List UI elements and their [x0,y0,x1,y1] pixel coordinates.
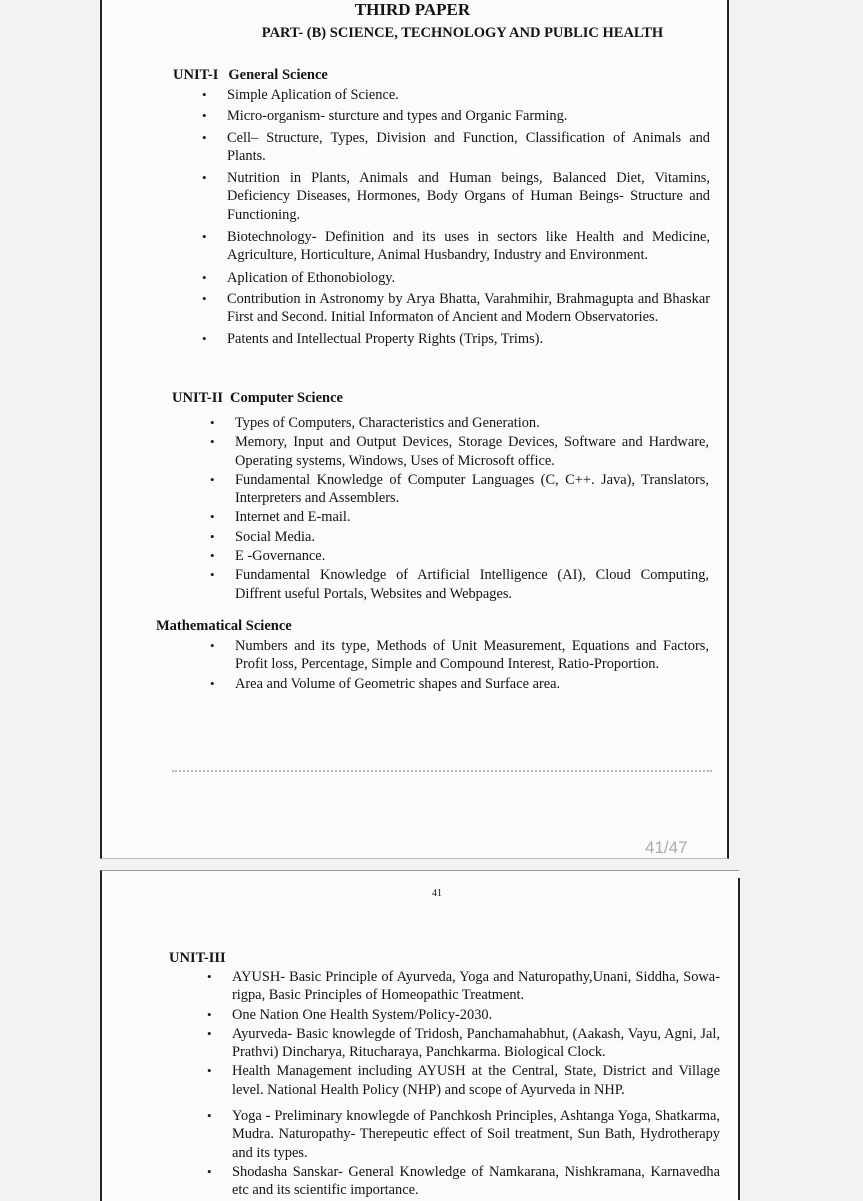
paper-subtitle: PART- (B) SCIENCE, TECHNOLOGY AND PUBLIC HEALTH [261,25,664,41]
list-item: • Social Media. [235,528,709,546]
list-item: • Simple Aplication of Science. [227,86,710,104]
unit-2-label: UNIT-II [172,390,224,406]
list-item: • Numbers and its type, Methods of Unit Measurement, Equations and Factors, Profit loss, Percentage, Simple and Compound Interest, Ratio-Proportion. [235,637,709,674]
unit-2-topic-list [235,414,709,603]
list-item: • One Nation One Health System/Policy-2030. [232,1006,720,1024]
paper-title: THIRD PAPER [354,0,471,19]
page-number: 41 [432,888,442,899]
list-item: • Cell– Structure, Types, Division and Function, Classification of Animals and Plants. [227,129,710,166]
list-item: • Ayurveda- Basic knowlegde of Tridosh, Panchamahabhut, (Aakash, Vayu, Agni, Jal, Prathvi) Dincharya, Ritucharaya, Panchkarma. Biological Clock. [232,1025,720,1062]
unit-2-heading [172,390,343,407]
list-item: • Aplication of Ethonobiology. [227,269,710,287]
list-item: • Contribution in Astronomy by Arya Bhatta, Varahmihir, Brahmagupta and Bhaskar First and Second. Initial Informaton of Ancient and Modern Observatories. [227,290,710,327]
list-item: • AYUSH- Basic Principle of Ayurveda, Yoga and Naturopathy,Unani, Siddha, Sowa-rigpa, Basic Principles of Homeopathic Treatment. [232,968,720,1005]
unit-1-label: UNIT-I [173,67,219,83]
list-item: • Internet and E-mail. [235,508,709,526]
list-item: • Shodasha Sanskar- General Knowledge of Namkarana, Nishkramana, Karnavedha etc and its scientific importance. [232,1163,720,1200]
list-item: • Area and Volume of Geometric shapes and Surface area. [235,675,709,693]
unit-3-heading [169,950,226,967]
list-item: • Micro-organism- sturcture and types and Organic Farming. [227,107,710,125]
unit-3-topic-list [232,968,720,1200]
list-item: • Yoga - Preliminary knowlegde of Panchkosh Principles, Ashtanga Yoga, Shatkarma, Mudra. Naturopathy- Therepeutic effect of Soil treatment, Sun Bath, Hydrotherapy and its types. [232,1107,720,1162]
list-item: • Nutrition in Plants, Animals and Human beings, Balanced Diet, Vitamins, Deficiency Diseases, Hormones, Body Organs of Human Beings- Structure and Functioning. [227,169,710,224]
math-topic-list [235,637,709,693]
math-heading [156,618,292,635]
scan-artifact-line [172,770,712,772]
unit-1-name: General Science [228,67,328,83]
math-name: Mathematical Science [156,618,292,634]
unit-1-topic-list [227,86,710,348]
list-item: • E -Governance. [235,547,709,565]
page-indicator: 41/47 [645,838,688,857]
list-item: • Types of Computers, Characteristics and Generation. [235,414,709,432]
page-edge [738,878,740,1200]
list-item: • Patents and Intellectual Property Rights (Trips, Trims). [227,330,710,348]
list-item: • Fundamental Knowledge of Computer Languages (C, C++. Java), Translators, Interpreters and Assemblers. [235,471,709,508]
list-item: • Biotechnology- Definition and its uses in sectors like Health and Medicine, Agriculture, Horticulture, Animal Husbandry, Industry and Environment. [227,228,710,265]
unit-1-heading [173,67,328,84]
list-item: • Memory, Input and Output Devices, Storage Devices, Software and Hardware, Operating systems, Windows, Uses of Microsoft office. [235,433,709,470]
list-item: • Health Management including AYUSH at the Central, State, District and Village level. National Health Policy (NHP) and scope of Ayurveda in NHP. [232,1062,720,1099]
list-item: • Fundamental Knowledge of Artificial Intelligence (AI), Cloud Computing, Diffrent useful Portals, Websites and Webpages. [235,566,709,603]
unit-3-label: UNIT-III [169,950,226,966]
unit-2-name: Computer Science [230,390,343,406]
